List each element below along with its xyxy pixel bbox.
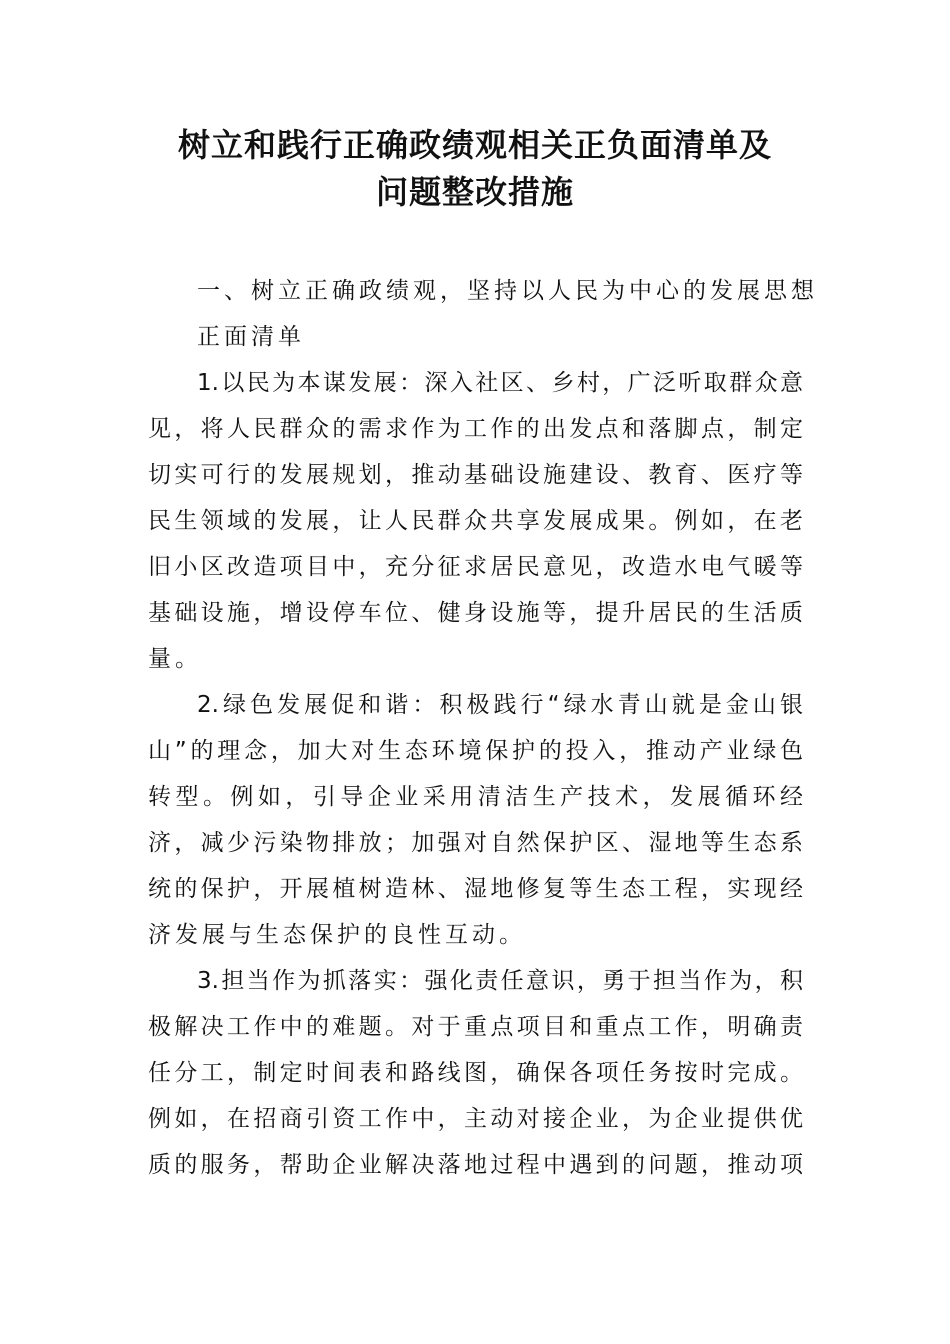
paragraph <box>148 958 803 1188</box>
title-line: 树立和践行正确政绩观相关正负面清单及 <box>177 126 772 164</box>
paragraph-line: 民生领域的发展，让人民群众共享发展成果。例如，在老 <box>148 508 803 534</box>
paragraph-line: 统的保护，开展植树造林、湿地修复等生态工程，实现经 <box>148 876 803 902</box>
paragraph-line: 任分工，制定时间表和路线图，确保各项任务按时完成。 <box>148 1060 803 1086</box>
paragraph-line: 量。 <box>148 646 202 672</box>
paragraph-line: 1.以民为本谋发展：深入社区、乡村，广泛听取群众意 <box>197 370 803 396</box>
paragraph-line: 一、树立正确政绩观，坚持以人民为中心的发展思想 <box>197 278 818 304</box>
paragraph-line: 济发展与生态保护的良性互动。 <box>148 922 526 948</box>
paragraph <box>148 682 803 958</box>
paragraph-line: 正面清单 <box>197 324 305 350</box>
paragraph-line: 济，减少污染物排放；加强对自然保护区、湿地等生态系 <box>148 830 803 856</box>
paragraph <box>148 360 803 682</box>
paragraph-line: 极解决工作中的难题。对于重点项目和重点工作，明确责 <box>148 1014 803 1040</box>
paragraph-line: 旧小区改造项目中，充分征求居民意见，改造水电气暖等 <box>148 554 803 580</box>
title-line: 问题整改措施 <box>375 173 574 211</box>
paragraph-line: 切实可行的发展规划，推动基础设施建设、教育、医疗等 <box>148 462 803 488</box>
paragraph <box>148 314 803 360</box>
paragraph <box>148 268 818 314</box>
paragraph-line: 3.担当作为抓落实：强化责任意识，勇于担当作为，积 <box>197 968 803 994</box>
paragraph-line: 例如，在招商引资工作中，主动对接企业，为企业提供优 <box>148 1106 803 1132</box>
paragraph-line: 2.绿色发展促和谐：积极践行“绿水青山就是金山银 <box>197 692 803 718</box>
document-title <box>0 122 950 216</box>
paragraph-line: 山”的理念，加大对生态环境保护的投入，推动产业绿色 <box>148 738 803 764</box>
document-body <box>148 268 818 1188</box>
paragraph-line: 基础设施，增设停车位、健身设施等，提升居民的生活质 <box>148 600 803 626</box>
paragraph-line: 见，将人民群众的需求作为工作的出发点和落脚点，制定 <box>148 416 803 442</box>
paragraph-line: 转型。例如，引导企业采用清洁生产技术，发展循环经 <box>148 784 803 810</box>
paragraph-line: 质的服务，帮助企业解决落地过程中遇到的问题，推动项 <box>148 1152 803 1178</box>
